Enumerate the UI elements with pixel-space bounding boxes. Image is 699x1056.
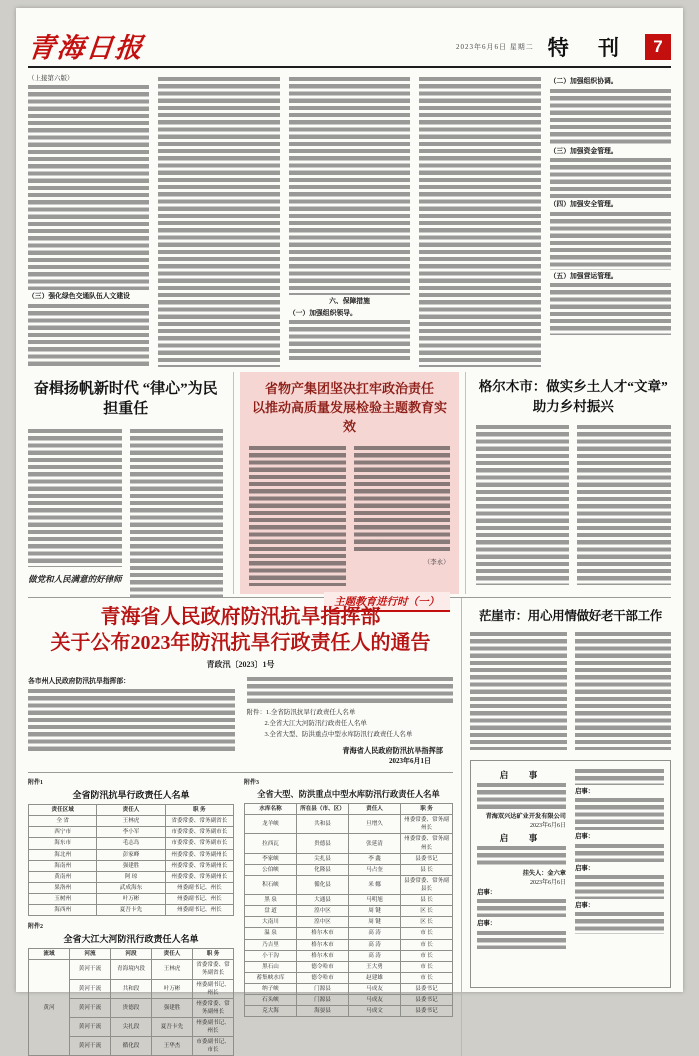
appendix2-title: 全省大江大河防汛行政责任人名单 [63, 934, 199, 945]
article-body [249, 444, 449, 588]
notice-lead: 启事： [575, 901, 595, 909]
article-slogan: 做党和人民满意的好律师 [28, 574, 122, 584]
page-header [28, 20, 671, 68]
notice-signature: 挂失人：金六章 [522, 870, 566, 877]
table-row [245, 1006, 453, 1017]
table-cell: 马明旭 [349, 895, 401, 906]
weekday-text: 星期二 [509, 43, 534, 51]
table-cell: 县 长 [401, 864, 453, 875]
header-right [456, 32, 671, 62]
table-row [245, 815, 453, 834]
article-col [130, 427, 224, 599]
article-body [476, 423, 671, 587]
table-cell: 黑石山 [245, 961, 297, 972]
body-text-placeholder [28, 85, 149, 290]
table-cell: 周 键 [349, 906, 401, 917]
table-cell: 毛志岛 [97, 838, 165, 849]
table-cell: 州委常委、常务副州长 [193, 998, 234, 1017]
table-cell: 循化县 [297, 875, 349, 894]
table-cell: 海南州 [29, 860, 97, 871]
table-cell: 李 鑫 [349, 853, 401, 864]
table-cell: 小干沟 [245, 950, 297, 961]
table-row [29, 827, 234, 838]
table-cell: 拉西瓦 [245, 834, 297, 853]
notice-lead: 启事： [575, 833, 595, 841]
table-cell: 州委副书记、州长 [165, 905, 233, 916]
theme-education-banner: 主题教育进行时（一） [324, 592, 450, 612]
article-col [354, 444, 450, 588]
table-cell: 尖扎县 [297, 853, 349, 864]
article-golmud [472, 372, 671, 594]
table-cell: 夏吾卡先 [152, 1018, 193, 1037]
notice-title-line1: 青海省人民政府防汛抗旱指挥部 [100, 606, 381, 628]
article-theme-education [240, 372, 458, 608]
body-text-placeholder [550, 212, 671, 270]
table-cell: 王大勇 [349, 961, 401, 972]
table-header-cell: 河段 [111, 949, 152, 960]
table-row [245, 895, 453, 906]
table-cell: 武成海东 [97, 882, 165, 893]
inline-subhead: （三）加强资金管理。 [549, 147, 618, 155]
top-column-2 [158, 75, 279, 368]
table-cell: 州委副书记、州长 [193, 1018, 234, 1037]
table-cell: 米 娜 [349, 875, 401, 894]
table-cell: 蓄集峡水库 [245, 972, 297, 983]
table-cell: 高 涛 [349, 939, 401, 950]
appendix-tables [28, 772, 453, 1056]
table-cell: 旦增久 [349, 815, 401, 834]
table-cell: 州委副书记、州长 [165, 882, 233, 893]
table-cell: 州委常委、常务副州长 [165, 871, 233, 882]
table-cell: 门源县 [297, 984, 349, 995]
body-text-placeholder [470, 632, 567, 750]
table-row [245, 984, 453, 995]
table-cell: 黄南州 [29, 871, 97, 882]
table-cell: 湟中区 [297, 917, 349, 928]
table-header-cell: 职 务 [165, 805, 233, 816]
table-cell: 省委常委、常务副省长 [193, 960, 234, 979]
date-line [456, 42, 534, 52]
table-row [29, 838, 234, 849]
table-cell: 海东市 [29, 838, 97, 849]
table-row [29, 894, 234, 905]
table-row [29, 849, 234, 860]
body-text-placeholder [550, 158, 671, 198]
mangya-headline: 茫崖市：用心用情做好老干部工作 [478, 609, 662, 623]
body-text-placeholder [575, 798, 664, 830]
article-col [28, 427, 122, 599]
body-text-placeholder [249, 446, 345, 586]
notice-body [28, 675, 453, 766]
table-cell: 阿 琼 [97, 871, 165, 882]
notice-date: 2023年6月6日 [529, 880, 566, 886]
table-cell: 州委副书记、州长 [165, 894, 233, 905]
table-cell: 青海境内段 [111, 960, 152, 979]
table-cell: 门源县 [297, 995, 349, 1006]
top-column-3 [289, 75, 410, 368]
top-column-4 [419, 75, 540, 368]
table-cell: 强建胜 [152, 998, 193, 1017]
article-headline: 奋楫扬帆新时代 “律心”为民担重任 [33, 381, 218, 417]
body-text-placeholder [575, 769, 664, 785]
body-text-placeholder [577, 425, 671, 585]
table-cell: 公伯峡 [245, 864, 297, 875]
table-row [29, 860, 234, 871]
article-col [249, 444, 345, 588]
classified-notices-box [470, 760, 671, 988]
inline-subhead: （一）加强组织领导。 [288, 309, 357, 317]
table-cell: 玉树州 [29, 894, 97, 905]
body-text-placeholder [419, 77, 540, 367]
flood-notice-section [28, 598, 462, 1056]
appendix1-label: 附件1 [28, 780, 44, 787]
table-cell: 湟中区 [297, 906, 349, 917]
body-text-placeholder [550, 283, 671, 335]
table-cell: 夏吾卡先 [97, 905, 165, 916]
table-cell: 省委常委、常务副省长 [165, 816, 233, 827]
table-cell: 市 长 [401, 950, 453, 961]
table-cell: 全 省 [29, 816, 97, 827]
body-text-placeholder [28, 304, 149, 366]
notice-signature: 青海双兴达矿业开发有限公司 [485, 813, 566, 820]
table-cell: 市 长 [401, 939, 453, 950]
appendix-tables-left [28, 777, 234, 1056]
body-text-placeholder [28, 689, 235, 751]
inline-subhead: （二）加强组织协调。 [549, 78, 618, 85]
table-cell: 王林虎 [152, 960, 193, 979]
notice-lead: 启事： [575, 788, 595, 795]
notice-lead: 启事： [477, 889, 497, 896]
notice-date: 2023年6月6日 [529, 823, 566, 829]
table-cell: 纳子峡 [245, 984, 297, 995]
table-cell: 叶万彬 [152, 979, 193, 998]
body-text-placeholder [477, 846, 566, 866]
table-cell: 格尔木市 [297, 950, 349, 961]
newspaper-page [16, 8, 683, 1054]
table-cell: 德令哈市 [297, 972, 349, 983]
notice-lead: 启事： [477, 920, 497, 928]
table-cell: 叶万彬 [97, 894, 165, 905]
table-cell: 彭家峰 [97, 849, 165, 860]
article-headline-line2: 以推动高质量发展检验主题教育实效 [251, 399, 447, 434]
table-cell: 克大海 [245, 1006, 297, 1017]
edition-title: 特 刊 [547, 36, 631, 60]
notice-salutation: 各市州人民政府防汛抗旱指挥部： [28, 678, 130, 685]
table-row [245, 972, 453, 983]
table-cell: 格尔木市 [297, 939, 349, 950]
body-text-placeholder [477, 783, 566, 809]
table-cell: 州委常委、常务副州长 [401, 815, 453, 834]
table-cell: 化隆县 [297, 864, 349, 875]
table-cell: 高 涛 [349, 928, 401, 939]
table-cell: 积石峡 [245, 875, 297, 894]
table-cell: 黑 泉 [245, 895, 297, 906]
table-cell: 黄河干流 [70, 960, 111, 979]
table-cell: 大南川 [245, 917, 297, 928]
table-cell: 黄河干流 [70, 1037, 111, 1056]
notice-col [247, 675, 454, 766]
table-header-row [29, 949, 234, 960]
attachment-item: 附件：1.全省防汛抗旱行政责任人名单 [246, 709, 356, 716]
masthead-logo: 青海日报 [26, 33, 146, 63]
table-cell: 赵建雄 [349, 972, 401, 983]
body-text-placeholder [354, 446, 450, 554]
appendix3-table [244, 803, 453, 1017]
table-cell: 王林虎 [97, 816, 165, 827]
table-cell: 黄河干流 [70, 998, 111, 1017]
table-cell: 西宁市 [29, 827, 97, 838]
appendix2-label: 附件2 [28, 924, 44, 931]
body-text-placeholder [476, 425, 570, 585]
table-row [245, 906, 453, 917]
table-cell: 黄河干流 [70, 1018, 111, 1037]
article-col [476, 423, 570, 587]
article-body [28, 427, 223, 599]
attachment-item: 3.全省大型、防洪重点中型水库防汛行政责任人名单 [264, 731, 413, 739]
appendix1-table [28, 804, 234, 916]
table-cell: 区 长 [401, 906, 453, 917]
notice-title-line2: 关于公布2023年防汛抗旱行政责任人的通告 [50, 632, 431, 654]
page-number-badge: 7 [645, 34, 671, 60]
body-text-placeholder [28, 429, 122, 567]
table-cell: 市委常委、常务副市长 [165, 838, 233, 849]
table-cell: 高 涛 [349, 950, 401, 961]
article-headline-line2: 助力乡村振兴 [532, 399, 614, 415]
table-cell: 州委常委、常务副州长 [165, 849, 233, 860]
notice-lead: 启事： [575, 864, 595, 872]
article-lawyers [28, 372, 227, 594]
table-cell: 黄河 [29, 960, 70, 1056]
table-header-cell: 河流 [70, 949, 111, 960]
section-head-center: 六、保障措施 [329, 298, 370, 305]
article-credit: （李永） [423, 558, 450, 566]
notice-header: 启 事 [499, 833, 544, 843]
table-cell: 海北州 [29, 849, 97, 860]
table-cell: 州委常委、常务副州长 [401, 834, 453, 853]
table-cell: 尖扎段 [111, 1018, 152, 1037]
table-row [245, 864, 453, 875]
table-cell: 共和县 [297, 815, 349, 834]
table-row [245, 928, 453, 939]
section-subhead: （三）强化绿色交通队伍人文建设 [28, 293, 130, 301]
table-cell: 李小军 [97, 827, 165, 838]
table-header-cell: 责任区域 [29, 805, 97, 816]
body-text-placeholder [575, 632, 672, 750]
continuation-note: （上接第六版） [28, 75, 74, 82]
body-text-placeholder [477, 931, 566, 949]
table-cell: 州委常委、常务副州长 [165, 860, 233, 871]
appendix1-title: 全省防汛抗旱行政责任人名单 [72, 790, 190, 801]
table-header-cell: 所在县（市、区） [297, 804, 349, 815]
table-cell: 德令哈市 [297, 961, 349, 972]
table-cell: 海西州 [29, 905, 97, 916]
document-number: 青政汛〔2023〕1号 [206, 660, 275, 669]
table-row [245, 950, 453, 961]
table-cell: 循化段 [111, 1037, 152, 1056]
table-row [245, 853, 453, 864]
table-cell: 市委副书记、市长 [193, 1037, 234, 1056]
table-row [29, 882, 234, 893]
attachments-list [247, 707, 454, 740]
table-cell: 市 长 [401, 972, 453, 983]
table-cell: 贵德段 [111, 998, 152, 1017]
table-cell: 共和段 [111, 979, 152, 998]
notice-header: 启 事 [499, 770, 544, 780]
table-row [245, 917, 453, 928]
body-text-placeholder [130, 429, 224, 597]
appendix2-table [28, 948, 234, 1056]
table-cell: 李家峡 [245, 853, 297, 864]
table-cell: 马占奎 [349, 864, 401, 875]
table-cell: 格尔木市 [297, 928, 349, 939]
table-row [245, 961, 453, 972]
table-row [29, 960, 234, 979]
table-cell: 县委常委、常务副县长 [401, 875, 453, 894]
table-cell: 果洛州 [29, 882, 97, 893]
table-cell: 黄河干流 [70, 979, 111, 998]
table-cell: 盘 道 [245, 906, 297, 917]
body-text-placeholder [575, 844, 664, 862]
table-cell: 县 长 [401, 895, 453, 906]
inline-subhead: （四）加强安全管理。 [549, 201, 618, 209]
table-header-cell: 流域 [29, 949, 70, 960]
notices-col-left [477, 767, 566, 981]
column-divider [233, 372, 234, 594]
body-text-placeholder [247, 677, 454, 705]
table-row [245, 834, 453, 853]
article-col [577, 423, 671, 587]
table-cell: 县委书记 [401, 995, 453, 1006]
article-headline-line1: 格尔木市：做实乡土人才“文章” [478, 379, 668, 394]
body-text-placeholder [575, 875, 664, 899]
table-cell: 石头峡 [245, 995, 297, 1006]
table-cell: 马成友 [349, 995, 401, 1006]
table-header-cell: 职 务 [401, 804, 453, 815]
table-cell: 县委书记 [401, 1006, 453, 1017]
appendix-tables-right [244, 777, 453, 1056]
appendix3-label: 附件3 [244, 780, 260, 787]
right-column [462, 598, 671, 1056]
table-header-cell: 责任人 [97, 805, 165, 816]
table-cell: 周 键 [349, 917, 401, 928]
table-header-row [245, 804, 453, 815]
body-text-placeholder [289, 320, 410, 360]
table-cell: 县委书记 [401, 984, 453, 995]
table-cell: 张延清 [349, 834, 401, 853]
table-row [245, 875, 453, 894]
table-header-cell: 水库名称 [245, 804, 297, 815]
top-article-columns [28, 68, 671, 368]
notice-signature-date: 2023年6月1日 [389, 757, 431, 766]
table-row [29, 905, 234, 916]
article-col [470, 630, 567, 752]
inline-subhead: （五）加强营运管理。 [549, 272, 618, 280]
table-cell: 海晏县 [297, 1006, 349, 1017]
table-header-row [29, 805, 234, 816]
body-text-placeholder [289, 77, 410, 295]
top-column-1 [28, 75, 149, 368]
body-text-placeholder [550, 89, 671, 145]
article-col [575, 630, 672, 752]
table-row [29, 871, 234, 882]
table-cell: 温 泉 [245, 928, 297, 939]
table-row [29, 816, 234, 827]
table-row [245, 995, 453, 1006]
lower-area [28, 597, 671, 1056]
column-divider [465, 372, 466, 594]
notice-col [28, 675, 235, 766]
table-cell: 马成友 [349, 984, 401, 995]
table-cell: 龙羊峡 [245, 815, 297, 834]
top-column-5 [550, 75, 671, 368]
middle-article-row [28, 372, 671, 608]
table-cell: 州委副书记、州长 [193, 979, 234, 998]
appendix3-title: 全省大型、防洪重点中型水库防汛行政责任人名单 [257, 790, 440, 800]
body-text-placeholder [158, 77, 279, 367]
body-text-placeholder [477, 899, 566, 917]
table-cell: 贵德县 [297, 834, 349, 853]
date-text: 2023年6月6日 [456, 43, 507, 51]
table-header-cell: 职 务 [193, 949, 234, 960]
table-cell: 区 长 [401, 917, 453, 928]
notices-col-right [575, 767, 664, 981]
table-cell: 市委常委、常务副市长 [165, 827, 233, 838]
article-headline-line1: 省物产集团坚决扛牢政治责任 [264, 381, 434, 396]
table-cell: 市 长 [401, 961, 453, 972]
mangya-body [470, 630, 671, 752]
table-cell: 马成文 [349, 1006, 401, 1017]
table-header-cell: 责任人 [349, 804, 401, 815]
table-header-cell: 责任人 [152, 949, 193, 960]
table-cell: 县委书记 [401, 853, 453, 864]
table-row [245, 939, 453, 950]
table-cell: 市 长 [401, 928, 453, 939]
table-cell: 乃吉里 [245, 939, 297, 950]
attachment-item: 2.全省大江大河防汛行政责任人名单 [264, 720, 367, 728]
body-text-placeholder [575, 912, 664, 934]
notice-signature: 青海省人民政府防汛抗旱指挥部 [342, 747, 443, 756]
table-cell: 强建胜 [97, 860, 165, 871]
table-cell: 大通县 [297, 895, 349, 906]
table-cell: 王华杰 [152, 1037, 193, 1056]
